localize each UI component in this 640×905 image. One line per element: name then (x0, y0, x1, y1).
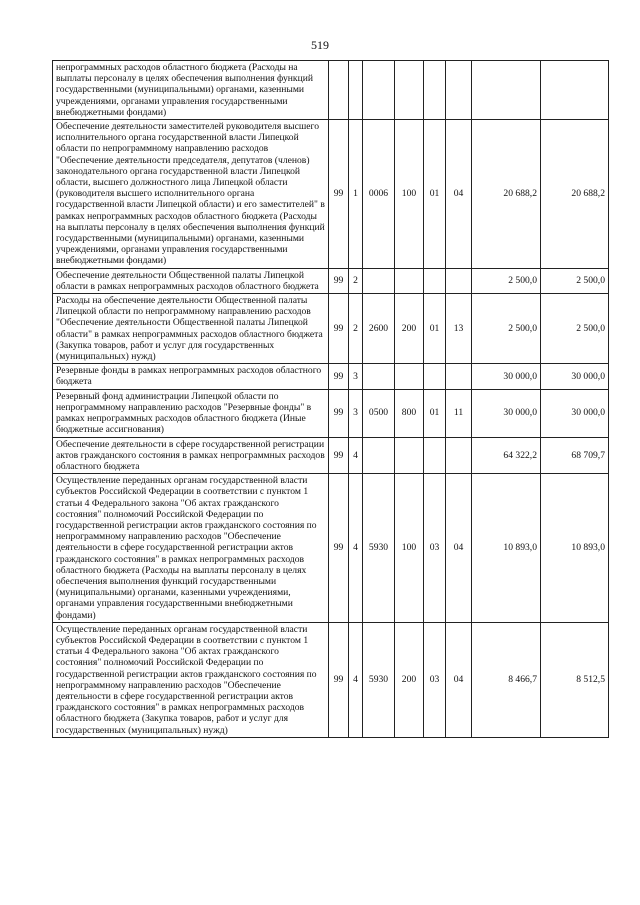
subsection-code: 04 (446, 622, 472, 737)
table-row (53, 120, 609, 269)
row-description: Обеспечение деятельности Общественной палаты Липецкой области в рамках непрограммных расходов областного бюджета (53, 268, 329, 293)
amount-year-2: 68 709,7 (541, 437, 609, 474)
program-code: 99 (329, 364, 349, 389)
expense-type-code (395, 61, 424, 120)
subprogram-code: 3 (349, 389, 363, 437)
amount-year-1: 20 688,2 (472, 120, 541, 269)
program-code: 99 (329, 474, 349, 623)
row-description: Резервные фонды в рамках непрограммных расходов областного бюджета (53, 364, 329, 389)
table-row (53, 294, 609, 364)
table-row (53, 268, 609, 293)
row-description: Осуществление переданных органам государственной власти субъектов Российской Федерации в соответствии с пунктом 1 статьи 4 Федерального закона "Об актах гражданского состояния" полномочий Российской Федерации по государственной регистрации актов гражданского состояния по непрограммному направлению расходов "Обеспечение деятельности в сфере государственной регистрации актов гражданского состояния" в рамках непрограммных расходов областного бюджета (Закупка товаров, работ и услуг для государственных (муниципальных) нужд) (53, 622, 329, 737)
section-code (424, 437, 446, 474)
program-code: 99 (329, 437, 349, 474)
direction-code: 0500 (363, 389, 395, 437)
program-code: 99 (329, 268, 349, 293)
section-code (424, 268, 446, 293)
subsection-code (446, 364, 472, 389)
subprogram-code: 1 (349, 120, 363, 269)
subsection-code: 04 (446, 120, 472, 269)
section-code: 03 (424, 474, 446, 623)
budget-table (52, 60, 609, 738)
amount-year-1: 10 893,0 (472, 474, 541, 623)
direction-code: 0006 (363, 120, 395, 269)
amount-year-2: 20 688,2 (541, 120, 609, 269)
amount-year-2: 8 512,5 (541, 622, 609, 737)
expense-type-code: 200 (395, 294, 424, 364)
section-code: 01 (424, 389, 446, 437)
amount-year-1: 30 000,0 (472, 364, 541, 389)
expense-type-code: 100 (395, 474, 424, 623)
table-row (53, 364, 609, 389)
row-description: Осуществление переданных органам государственной власти субъектов Российской Федерации в соответствии с пунктом 1 статьи 4 Федерального закона "Об актах гражданского состояния" полномочий Российской Федерации по государственной регистрации актов гражданского состояния по непрограммному направлению расходов "Обеспечение деятельности в сфере государственной регистрации актов гражданского состояния" в рамках непрограммных расходов областного бюджета (Расходы на выплаты персоналу в целях обеспечения выполнения функций государственными (муниципальными) органами, казенными учреждениями, органами управления государственными внебюджетными фондами) (53, 474, 329, 623)
section-code: 01 (424, 294, 446, 364)
section-code: 01 (424, 120, 446, 269)
subsection-code: 11 (446, 389, 472, 437)
direction-code (363, 437, 395, 474)
expense-type-code (395, 268, 424, 293)
amount-year-1: 8 466,7 (472, 622, 541, 737)
subsection-code: 04 (446, 474, 472, 623)
direction-code: 5930 (363, 474, 395, 623)
row-description: непрограммных расходов областного бюджета (Расходы на выплаты персоналу в целях обеспечения выполнения функций государственными (муниципальными) органами, казенными учреждениями, органами управления государственными внебюджетными фондами) (53, 61, 329, 120)
program-code: 99 (329, 389, 349, 437)
row-description: Расходы на обеспечение деятельности Общественной палаты Липецкой области по непрограммному направлению расходов "Обеспечение деятельности Общественной палаты Липецкой области" в рамках непрограммных расходов областного бюджета (Закупка товаров, работ и услуг для государственных (муниципальных) нужд) (53, 294, 329, 364)
table-row (53, 437, 609, 474)
subprogram-code: 2 (349, 294, 363, 364)
row-description: Резервный фонд администрации Липецкой области по непрограммному направлению расходов "Резервные фонды" в рамках непрограммных расходов областного бюджета (Иные бюджетные ассигнования) (53, 389, 329, 437)
direction-code (363, 61, 395, 120)
program-code: 99 (329, 622, 349, 737)
table-row (53, 622, 609, 737)
expense-type-code (395, 437, 424, 474)
section-code (424, 364, 446, 389)
direction-code: 2600 (363, 294, 395, 364)
direction-code (363, 268, 395, 293)
subprogram-code: 4 (349, 622, 363, 737)
page-number: 519 (311, 38, 329, 52)
expense-type-code: 800 (395, 389, 424, 437)
expense-type-code: 200 (395, 622, 424, 737)
amount-year-2 (541, 61, 609, 120)
amount-year-2: 30 000,0 (541, 389, 609, 437)
subsection-code (446, 437, 472, 474)
subsection-code (446, 61, 472, 120)
amount-year-2: 2 500,0 (541, 294, 609, 364)
row-description: Обеспечение деятельности в сфере государственной регистрации актов гражданского состояния в рамках непрограммных расходов областного бюджета (53, 437, 329, 474)
expense-type-code (395, 364, 424, 389)
subprogram-code: 4 (349, 474, 363, 623)
program-code (329, 61, 349, 120)
amount-year-1: 2 500,0 (472, 268, 541, 293)
program-code: 99 (329, 294, 349, 364)
direction-code: 5930 (363, 622, 395, 737)
section-code (424, 61, 446, 120)
expense-type-code: 100 (395, 120, 424, 269)
table-row (53, 389, 609, 437)
table-body (53, 61, 609, 738)
program-code: 99 (329, 120, 349, 269)
amount-year-2: 10 893,0 (541, 474, 609, 623)
section-code: 03 (424, 622, 446, 737)
amount-year-1 (472, 61, 541, 120)
subprogram-code (349, 61, 363, 120)
subsection-code (446, 268, 472, 293)
amount-year-2: 30 000,0 (541, 364, 609, 389)
subsection-code: 13 (446, 294, 472, 364)
row-description: Обеспечение деятельности заместителей руководителя высшего исполнительного органа государственной власти Липецкой области по непрограммному направлению расходов "Обеспечение деятельности председателя, депутатов (членов) законодательного органа государственной власти Липецкой области, высшего должностного лица Липецкой области (руководителя высшего исполнительного органа государственной власти Липецкой области) и его заместителей" в рамках непрограммных расходов областного бюджета (Расходы на выплаты персоналу в целях обеспечения выполнения функций государственными (муниципальными) органами, казенными учреждениями, органами управления государственными внебюджетными фондами) (53, 120, 329, 269)
table-row (53, 61, 609, 120)
amount-year-1: 30 000,0 (472, 389, 541, 437)
subprogram-code: 2 (349, 268, 363, 293)
direction-code (363, 364, 395, 389)
amount-year-1: 2 500,0 (472, 294, 541, 364)
subprogram-code: 4 (349, 437, 363, 474)
subprogram-code: 3 (349, 364, 363, 389)
table-row (53, 474, 609, 623)
amount-year-2: 2 500,0 (541, 268, 609, 293)
amount-year-1: 64 322,2 (472, 437, 541, 474)
